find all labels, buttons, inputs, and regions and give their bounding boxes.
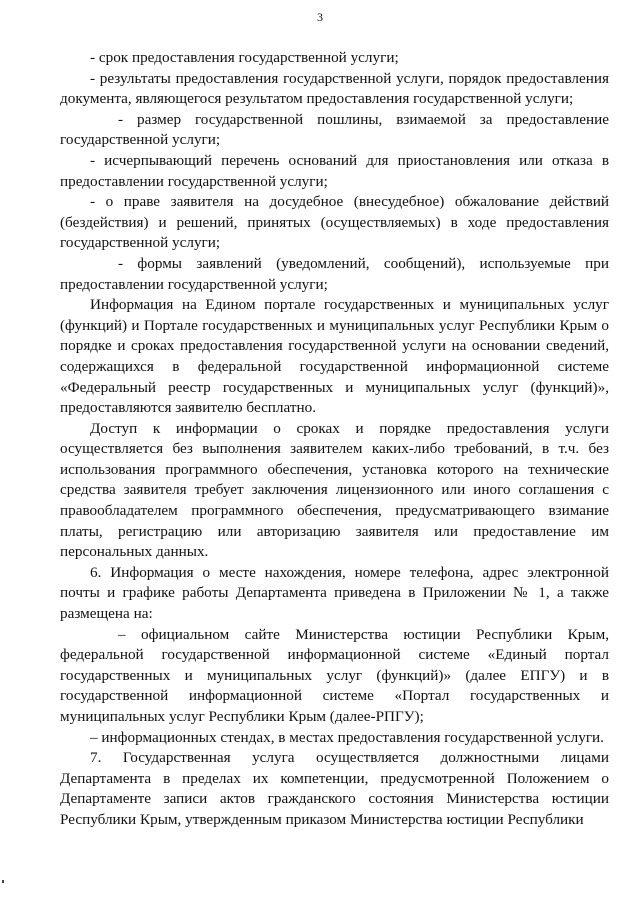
paragraph-official-site: – официальном сайте Министерства юстиции Республики Крым, федеральной государственной информационной системе «Единый портал государственных и муниципальных услуг (функций)» (далее ЕПГУ) и в государственной информационной системе «Портал государственных и муниципальных услуг Республики Крым (далее-РПГУ); [60, 625, 609, 725]
paragraph-portal-info: Информация на Едином портале государственных и муниципальных услуг (функций) и Портале государственных и муниципальных услуг Республики Крым о порядке и сроках предоставления государственной услуги на основании сведений, содержащихся в федеральной государственной информационной системе «Федеральный реестр государственных и муниципальных услуг (функций)», предоставляются заявителю бесплатно. [60, 296, 609, 417]
paragraph-access: Доступ к информации о сроках и порядке предоставления услуги осуществляется без выполнения заявителем каких-либо требований, в т.ч. без использования программного обеспечения, установка которого на технические средства заявителя требует заключения лицензионного или иного соглашения с правообладателем программного обеспечения, предусматривающего взимание платы, регистрацию или авторизацию заявителя или предоставление им персональных данных. [60, 419, 609, 561]
paragraph-duty: - размер государственной пошлины, взимаемой за предоставление государственной услуги; [60, 110, 609, 149]
paragraph-deadline: - срок предоставления государственной услуги; [90, 49, 399, 66]
paragraph-stands: – информационных стендах, в местах предоставления государственной услуги. [90, 728, 604, 746]
paragraph-appeal: - о праве заявителя на досудебное (внесудебное) обжалование действий (бездействия) и решений, принятых (осуществляемых) в ходе предоставления государственной услуги; [60, 193, 609, 252]
scan-mark [2, 880, 4, 883]
paragraph-grounds: - исчерпывающий перечень оснований для приостановления или отказа в предоставлении государственной услуги; [60, 151, 609, 190]
paragraph-forms: - формы заявлений (уведомлений, сообщений), используемые при предоставлении государственной услуги; [60, 254, 609, 293]
page-number: 3 [317, 10, 323, 24]
paragraph-section-7: 7. Государственная услуга осуществляется должностными лицами Департамента в пределах их компетенции, предусмотренной Положением о Департаменте записи актов гражданского состояния Министерства юстиции Республики Крым, утвержденным приказом Министерства юстиции Республики [60, 749, 609, 828]
document-body [60, 48, 609, 831]
paragraph-section-6: 6. Информация о месте нахождения, номере телефона, адрес электронной почты и графике работы Департамента приведена в Приложении № 1, а также размещена на: [60, 563, 609, 623]
paragraph-results: - результаты предоставления государственной услуги, порядок предоставления документа, являющегося результатом предоставления государственной услуги; [60, 69, 609, 108]
